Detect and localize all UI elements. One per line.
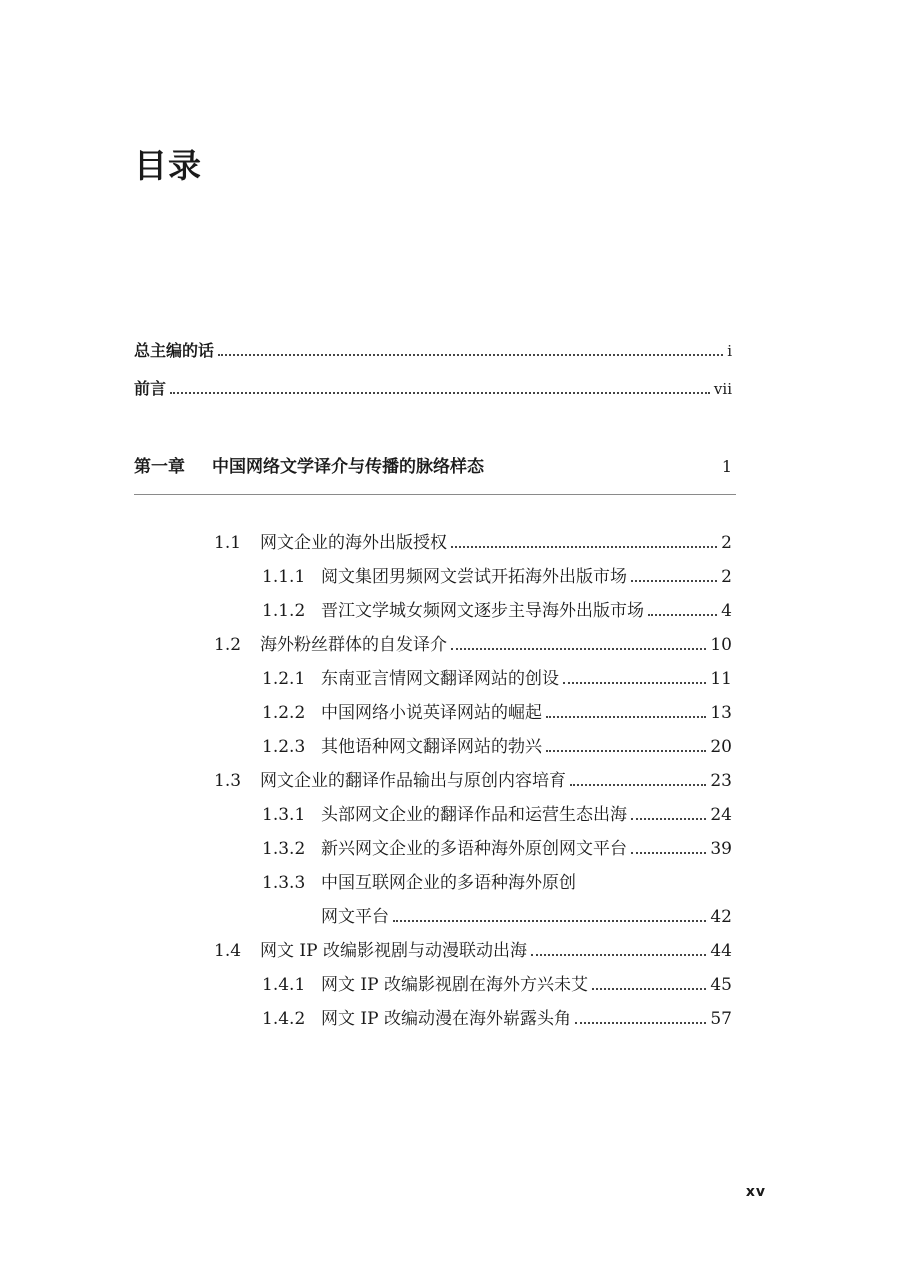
section-page: 44	[710, 941, 732, 961]
entry-title: 总主编的话	[134, 341, 215, 360]
section-title: 头部网文企业的翻译作品和运营生态出海	[321, 805, 627, 825]
section-page: 2	[721, 567, 732, 587]
section-number: 1.3	[214, 771, 242, 791]
toc-entry-subsection-continuation[interactable]	[321, 904, 732, 930]
section-title: 阅文集团男频网文尝试开拓海外出版市场	[321, 567, 627, 587]
section-title: 中国网络小说英译网站的崛起	[321, 703, 542, 723]
section-number: 1.3.2	[262, 839, 306, 859]
section-number: 1.1.1	[262, 567, 306, 587]
dot-leader	[631, 580, 717, 582]
page-title: 目录	[134, 146, 202, 185]
dot-leader	[563, 682, 706, 684]
section-number: 1.2.3	[262, 737, 306, 757]
toc-entry-subsection[interactable]	[262, 802, 732, 828]
toc-entry-foreword[interactable]	[134, 376, 732, 402]
section-number: 1.1.2	[262, 601, 306, 621]
dot-leader	[631, 852, 706, 854]
entry-title: 前言	[134, 379, 167, 398]
dot-leader	[546, 750, 706, 752]
section-page: 20	[710, 737, 732, 757]
section-page: 13	[710, 703, 732, 723]
toc-entry-preface-editor[interactable]	[134, 338, 732, 364]
section-number: 1.4.1	[262, 975, 306, 995]
dot-leader	[170, 392, 710, 394]
toc-entry-section[interactable]	[214, 938, 732, 964]
dot-leader	[218, 354, 723, 356]
page-number: xv	[745, 1184, 766, 1200]
dot-leader	[531, 954, 706, 956]
dot-leader	[592, 988, 706, 990]
section-title: 网文 IP 改编影视剧在海外方兴未艾	[321, 975, 588, 995]
section-title: 中国互联网企业的多语种海外原创	[321, 873, 576, 893]
dot-leader	[575, 1022, 706, 1024]
section-title: 网文 IP 改编影视剧与动漫联动出海	[260, 941, 527, 961]
section-number: 1.4.2	[262, 1009, 306, 1029]
toc-entry-subsection-first-line[interactable]	[262, 870, 576, 896]
dot-leader	[451, 648, 706, 650]
chapter-divider	[134, 494, 736, 495]
chapter-label: 第一章	[134, 457, 185, 477]
section-title: 其他语种网文翻译网站的勃兴	[321, 737, 542, 757]
section-page: 57	[710, 1009, 732, 1029]
toc-entry-subsection[interactable]	[262, 564, 732, 590]
toc-entry-section[interactable]	[214, 632, 732, 658]
entry-page: vii	[713, 380, 732, 398]
dot-leader	[546, 716, 706, 718]
toc-entry-subsection[interactable]	[262, 598, 732, 624]
toc-entry-subsection[interactable]	[262, 1006, 732, 1032]
section-title: 网文企业的翻译作品输出与原创内容培育	[260, 771, 566, 791]
section-title: 新兴网文企业的多语种海外原创网文平台	[321, 839, 627, 859]
chapter-page: 1	[721, 457, 732, 476]
toc-entry-section[interactable]	[214, 768, 732, 794]
dot-leader	[393, 920, 706, 922]
section-page: 2	[721, 533, 732, 553]
section-number: 1.3.3	[262, 873, 306, 893]
section-number: 1.3.1	[262, 805, 306, 825]
dot-leader	[631, 818, 706, 820]
section-title: 晋江文学城女频网文逐步主导海外出版市场	[321, 601, 644, 621]
dot-leader	[648, 614, 717, 616]
section-number: 1.2.2	[262, 703, 306, 723]
section-title: 海外粉丝群体的自发译介	[260, 635, 447, 655]
section-page: 4	[721, 601, 732, 621]
entry-page: i	[727, 342, 732, 360]
section-page: 11	[710, 669, 732, 689]
section-page: 39	[710, 839, 732, 859]
toc-entry-subsection[interactable]	[262, 734, 732, 760]
section-title: 网文企业的海外出版授权	[260, 533, 447, 553]
section-number: 1.2.1	[262, 669, 306, 689]
section-page: 45	[710, 975, 732, 995]
section-title: 东南亚言情网文翻译网站的创设	[321, 669, 559, 689]
section-page: 23	[710, 771, 732, 791]
section-page: 42	[710, 907, 732, 927]
toc-entry-subsection[interactable]	[262, 700, 732, 726]
chapter-heading[interactable]	[134, 454, 732, 480]
section-page: 10	[710, 635, 732, 655]
dot-leader	[570, 784, 706, 786]
toc-entry-section[interactable]	[214, 530, 732, 556]
section-title: 网文 IP 改编动漫在海外崭露头角	[321, 1009, 571, 1029]
section-page: 24	[710, 805, 732, 825]
section-number: 1.2	[214, 635, 242, 655]
toc-entry-subsection[interactable]	[262, 972, 732, 998]
toc-entry-subsection[interactable]	[262, 836, 732, 862]
section-number: 1.4	[214, 941, 242, 961]
section-number: 1.1	[214, 533, 242, 553]
toc-entry-subsection[interactable]	[262, 666, 732, 692]
section-title-continuation: 网文平台	[321, 907, 389, 927]
chapter-title: 中国网络文学译介与传播的脉络样态	[212, 457, 484, 477]
dot-leader	[451, 546, 717, 548]
